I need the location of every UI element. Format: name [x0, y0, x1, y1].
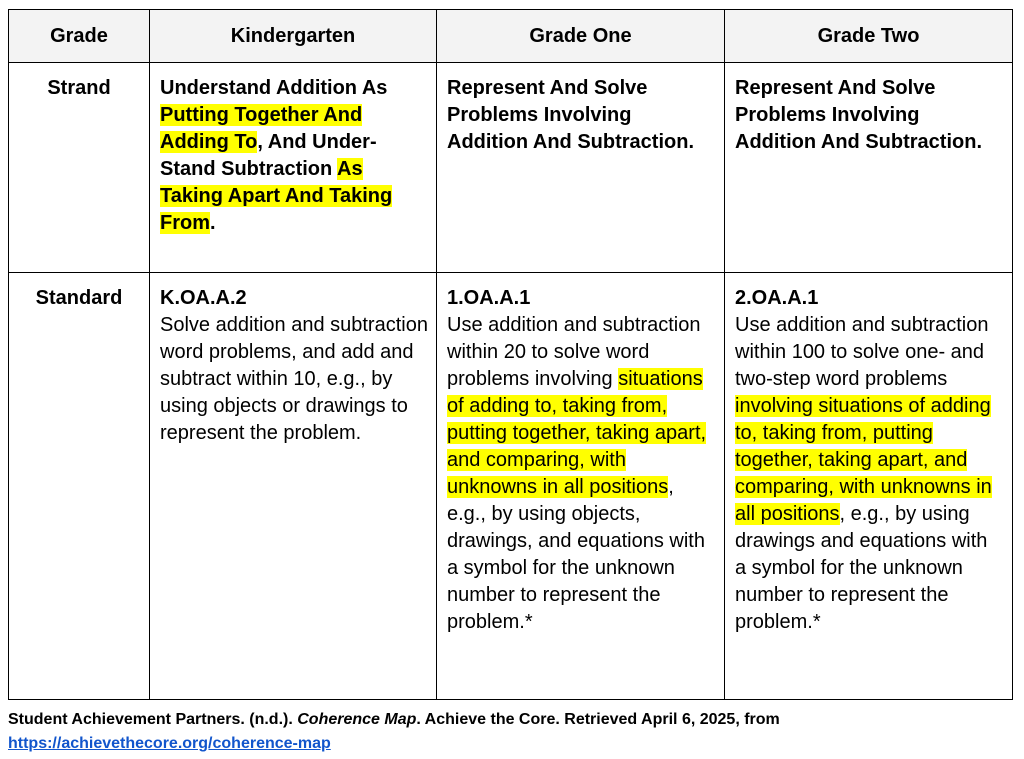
- standard-g2-text-2: , e.g., by using drawings and equations with a symbol for the unknown number to represent the problem.*: [735, 503, 988, 633]
- strand-k-highlight-2: As Taking Apart And Taking From: [160, 158, 393, 234]
- standard-g1-highlight: situations of adding to, taking from, putting together, taking apart, and comparing, with unknowns in all positions: [447, 368, 707, 498]
- standard-g1-text-2: , e.g., by using objects, drawings, and equations with a symbol for the unknown number to represent the problem.*: [447, 476, 705, 633]
- header-row: [9, 10, 1013, 63]
- citation-title: Coherence Map: [297, 711, 417, 728]
- strand-grade-two: Represent And Solve Problems Involving Addition And Subtraction.: [725, 63, 1013, 273]
- strand-label: Strand: [9, 63, 150, 273]
- standard-k-text: Solve addition and subtraction word problems, and add and subtract within 10, e.g., by using objects or drawings to represent the problem.: [160, 314, 428, 444]
- citation-link[interactable]: https://achievethecore.org/coherence-map: [8, 735, 331, 752]
- standards-table: [8, 9, 1013, 700]
- standard-g1-text-1: Use addition and subtraction within 20 to solve word problems involving: [447, 314, 701, 390]
- header-kindergarten: Kindergarten: [150, 10, 437, 63]
- standard-k-code: K.OA.A.2: [160, 287, 247, 309]
- standard-grade-two: [725, 273, 1013, 700]
- header-grade-one: Grade One: [437, 10, 725, 63]
- header-grade-two: Grade Two: [725, 10, 1013, 63]
- standard-label: Standard: [9, 273, 150, 700]
- header-grade: Grade: [9, 10, 150, 63]
- standard-g2-code: 2.OA.A.1: [735, 287, 819, 309]
- strand-k-highlight-1: Putting Together And Adding To: [160, 104, 363, 153]
- strand-grade-one: Represent And Solve Problems Involving Addition And Subtraction.: [437, 63, 725, 273]
- citation: [8, 708, 1012, 756]
- standard-g1-code: 1.OA.A.1: [447, 287, 531, 309]
- strand-k-text-1: Understand Addition As: [160, 77, 388, 99]
- standard-kindergarten: [150, 273, 437, 700]
- strand-kindergarten: [150, 63, 437, 273]
- standard-row: [9, 273, 1013, 700]
- strand-k-text-2: , And Under- Stand Subtraction: [160, 131, 377, 180]
- strand-row: [9, 63, 1013, 273]
- standard-grade-one: [437, 273, 725, 700]
- strand-k-text-3: .: [210, 212, 216, 234]
- standard-g2-highlight: involving situations of adding to, taking from, putting together, taking apart, and comparing, with unknowns in all positions: [735, 395, 992, 525]
- citation-suffix: . Achieve the Core. Retrieved April 6, 2025, from: [416, 711, 780, 728]
- citation-line: [8, 708, 1012, 732]
- standard-g2-text-1: Use addition and subtraction within 100 to solve one- and two-step word problems: [735, 314, 989, 390]
- citation-prefix: Student Achievement Partners. (n.d.).: [8, 711, 298, 728]
